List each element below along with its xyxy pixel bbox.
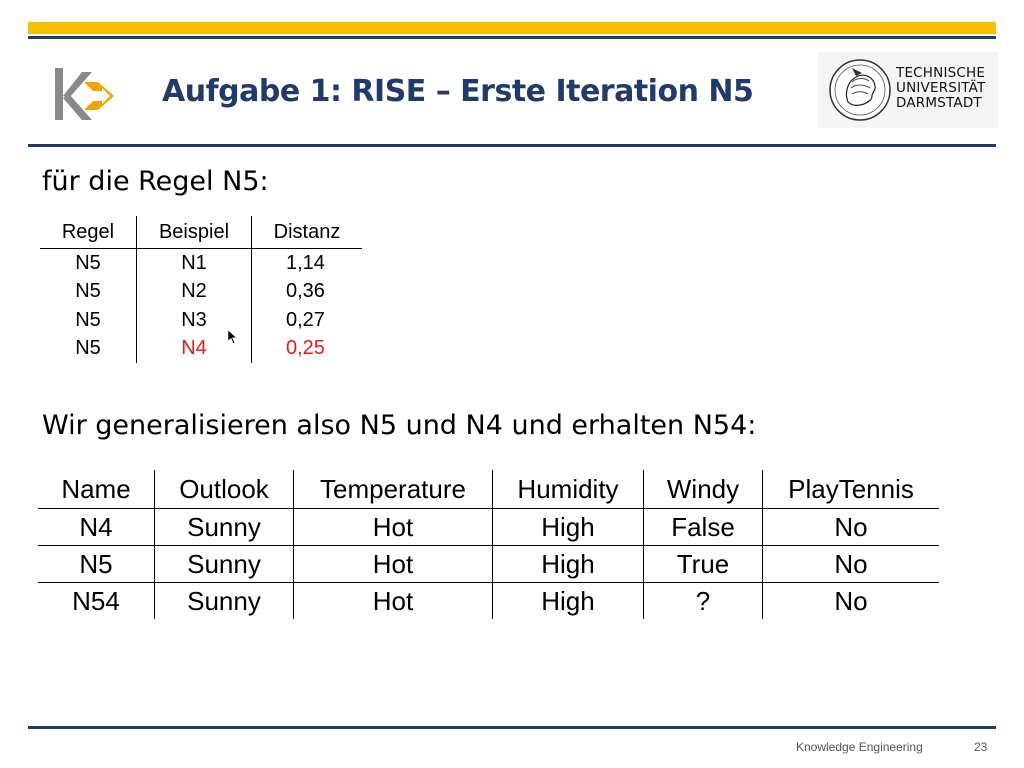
title-divider [28,144,996,147]
header-cell: Name [38,470,155,509]
table-cell: N5 [75,308,101,331]
table-header-row [40,216,362,249]
table-cell: High [493,546,644,583]
table-cell: N3 [137,306,252,335]
header-cell: Humidity [493,470,644,509]
mouse-cursor-icon [228,330,237,344]
university-name-line: DARMSTADT [896,95,982,111]
header-cell: Distanz [252,216,363,249]
tu-darmstadt-logo [818,52,998,128]
athena-seal-icon [828,58,892,122]
table-cell: Hot [294,509,493,546]
table-cell: Sunny [155,509,294,546]
page-number: 23 [974,740,988,754]
header-cell: Windy [644,470,763,509]
header-cell: Outlook [155,470,294,509]
table-cell: Sunny [155,546,294,583]
table-row [38,546,939,583]
header-cell: PlayTennis [763,470,940,509]
table-cell: N5 [38,546,155,583]
table-row [40,249,362,278]
table-cell: 1,14 [252,249,363,278]
university-name [896,66,986,111]
header-cell: Beispiel [137,216,252,249]
footer-course-label: Knowledge Engineering [796,740,923,754]
header-cell: Regel [40,216,137,249]
table-cell: N2 [137,278,252,307]
distance-table [40,216,362,363]
table-header-row [38,470,939,509]
table-cell: No [763,583,940,620]
table-row-highlighted [40,335,362,364]
footer-divider [28,726,996,729]
header-cell: Temperature [294,470,493,509]
table-cell: N5 [75,337,101,360]
table-row [38,583,939,620]
table-cell: N5 [75,251,101,274]
table-cell-highlighted: 0,25 [252,335,363,364]
university-name-line: UNIVERSITÄT [896,80,986,96]
table-cell: N1 [137,249,252,278]
intro-text: für die Regel N5: [42,166,269,197]
result-table [38,470,939,619]
table-row [40,278,362,307]
university-name-line: TECHNISCHE [896,65,986,81]
slide-title: Aufgabe 1: RISE – Erste Iteration N5 [162,74,754,109]
generalization-text: Wir generalisieren also N5 und N4 und erhalten N54: [42,410,757,441]
table-cell: ? [644,583,763,620]
table-cell: Hot [294,546,493,583]
table-cell: True [644,546,763,583]
table-cell: N5 [75,280,101,303]
table-cell: False [644,509,763,546]
table-cell: Sunny [155,583,294,620]
table-row [38,509,939,546]
table-cell: N4 [38,509,155,546]
table-cell: No [763,509,940,546]
table-cell: High [493,583,644,620]
table-cell: 0,36 [252,278,363,307]
table-cell: 0,27 [252,306,363,335]
table-row [40,306,362,335]
knowledge-engineering-logo [52,66,118,122]
table-cell-highlighted: N4 [137,335,252,364]
table-cell: No [763,546,940,583]
top-accent-bar [28,22,996,34]
top-divider [28,36,996,39]
table-cell: N54 [72,585,120,616]
table-cell: Hot [294,583,493,620]
table-cell: High [493,509,644,546]
